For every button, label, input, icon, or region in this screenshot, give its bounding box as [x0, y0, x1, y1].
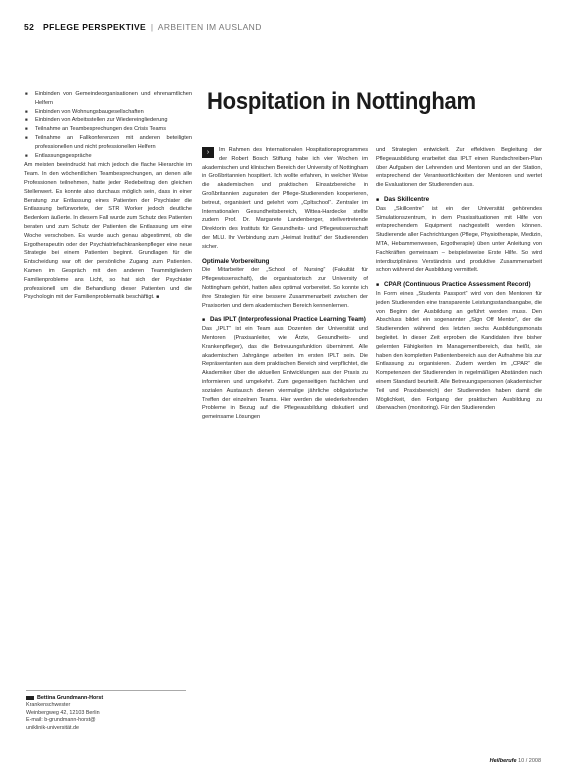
list-item: ■ Einbinden von Wohnungsbaugesellschaften	[24, 108, 192, 117]
body-paragraph	[24, 161, 192, 302]
list-item: ■ Einbinden von Arbeitsstellen zur Wiedereingliederung	[24, 116, 192, 125]
page-footer	[490, 758, 541, 764]
author-email: E-mail: b-grundmann-horst@	[26, 717, 96, 724]
author-address: Weinbergweg 42, 12103 Berlin	[26, 709, 100, 716]
section-heading: ■ Das Skillcentre	[376, 196, 542, 205]
body-paragraph: Das „IPLT“ ist ein Team aus Dozenten der Universität und Mentoren (Praxisanleiter, wie Ärzte, Gesundheits- und Krankenpfleger), das die Betreuungsfunktion übernimmt. Alle akademischen Jahrgänge arbeiten im ersten IPLT sein. Die Repräsentanten aus dem praktischen Bereich sind verpflichtet, die Akademiker über die aktuellen Entwicklungen aus der Praxis zu informieren und umgekehrt. Zum gegenseitigen fachlichen und sozialen Austausch dienen viermalige jährliche obligatorische Treffen der einzelnen Teams. Hier werden die wiederkehrenden Probleme in Bezug auf die Pflegeausbildung diskutiert und gemeinsame Lösungen	[202, 326, 368, 421]
body-paragraph: Das „Skillcentre“ ist ein der Universität gehörendes Simulationszentrum, in dem Praxissituationen mit Hilfe von entsprechendem Equipment nachgestellt werden können. Studierende aller Fachrichtungen (Pflege, Physiotherapie, Medizin, MTA, Hebammenwesen, Ergotherapie) üben unter Anleitung von Fachkräften gemeinsam – beispielsweise Erste Hilfe. So wird interdisziplinäres Verständnis und produktive Zusammenarbeit schon während der Ausbildung vermittelt.	[376, 205, 542, 274]
section-heading: ■ CPAR (Continuous Practice Assessment Record)	[376, 281, 542, 290]
end-mark-icon: ■	[156, 294, 160, 301]
issue-number: 10 / 2008	[518, 758, 541, 764]
section-heading: Optimale Vorbereitung	[202, 257, 270, 265]
arrow-right-icon: ›	[202, 147, 214, 158]
author-name: Bettina Grundmann-Horst	[26, 695, 186, 702]
column-right	[376, 146, 542, 413]
divider	[26, 690, 186, 691]
body-paragraph: und Strategien entwickelt. Zur effektiven Begleitung der Pflegeausbildung erarbeitet das IPLT einen Rundschreiben-Plan über Aufgaben der Lehrenden und Mentoren und an der Station, entsprechend der Verantwortlichkeiten der Mentoren und wertet die Evaluationen der Studierenden aus.	[376, 147, 542, 189]
magazine-name: Heilberufe	[489, 758, 517, 764]
body-paragraph: Die Mitarbeiter der „School of Nursing“ (Fakultät für Pflegewissenschaft), die organisatorisch zur University of Nottingham gehört, hatten alles optimal vorbereitet. So konnte ich ihre Strategien für eine bessere Zusammenarbeit zwischen der Praxisorten und dem akademischen Bereich kennenlernen.	[202, 267, 368, 309]
intro-paragraph	[202, 146, 368, 252]
header-separator: |	[150, 22, 154, 32]
paragraph-text: Am meisten beeindruckt hat mich jedoch die flache Hierarchie im Team. In den wöchentlichen Teambesprechungen, an denen alle Professionen teilnehmen, hatte jeder Redebeitrag den gleichen Stellenwert. Es konnte also durchaus möglich sein, dass in einer Beratung zur Entlassung eines Patienten der Psychiater die Entlassung befürwortete, der STR Worker jedoch deutliche Bedenken äußerte. In diesem Fall wurde zum Schutz des Patienten beraten und zum Schutz der Patienten die Entlassung um eine Woche verschoben. Es wurde auch genau abgestimmt, ob die Ergotherapeutin oder der Psychiatriefachkrankenpfleger eine neue Strategie bei einem Patienten beginnt. Grundlagen für die Entscheidung war oft der persönliche Zugang zum Patienten. Kamen im Gespräch mit den anderen Teammitgliedern Familienprobleme ans Licht, so hat sich der Psychiater professionell um die Behandlung dieser Patienten und die Psychologin mit der Familienproblematik beschäftigt.	[24, 162, 192, 301]
section-heading: ■ Das IPLT (Interprofessional Practice Learning Team)	[202, 316, 368, 325]
column-middle	[202, 146, 368, 422]
page-header	[24, 22, 262, 32]
column-left	[24, 90, 192, 302]
author-role: Krankenschwester	[26, 702, 71, 709]
article-title: Hospitation in Nottingham	[207, 88, 476, 115]
intro-text: Im Rahmen des Internationalen Hospitationsprogrammes der Robert Bosch Stiftung habe ich vier Wochen im akademischen und klinischen Bereich der University of Nottingham in Großbritannien hospitiert. Ich wollte erfahren, in welcher Weise die akademischen und praktischen Einsatzbereiche in Großbritannien zugunsten der Pflege-Studierenden kooperieren, betreut, organisiert und gelehrt vom „Cpltschool“. Zentraler im Internationalen Gesundheitsbereich, Wittea-Hardecke stellte zudem Prof. Dr. Margarete Landenberger, stellvertretende Direktorin des Instituts für Gesundheits- und Pflegewissenschaft der MLU. Ihr Verbindung zum „Heimat Institut“ der Studierenden sicher.	[202, 147, 368, 250]
author-box	[26, 690, 186, 732]
author-email-domain: uniklinik-universität.de	[26, 724, 80, 731]
list-item: ■ Teilnahme an Teambesprechungen des Crisis Teams	[24, 125, 192, 134]
list-item: ■ Einbinden von Gemeindeorganisationen und ehrenamtlichen Helfern	[24, 90, 192, 108]
subsection-title: ARBEITEN IM AUSLAND	[157, 22, 262, 32]
body-paragraph: In Form eines „Students Passport“ wird von den Mentoren für jeden Studierenden eine transparente Leistungsstandsangabe, die von Beginn der Ausbildung an geführt werden muss. Den Abschluss bildet ein sogenannter „Sign Off Mentor“, der die Studierenden während des letzten sechs Ausbildungsmonats begleitet. In dieser Zeit erproben die Kandidaten ihre bisher gelernten Fähigkeiten im Managementbereich, das heißt, sie haben den kompletten Patientenbereich aus der Aufnahme bis zur Entlassung zu organisieren. Zudem werden im „CPAR“ die Kompetenzen der Studierenden in regelmäßigen Abständen nach einem Standard beurteilt. Alle Betreuungspersonen (akademischer Teil und Praxisbereich) der Studierenden haben damit die Möglichkeit, den Fortgang der praktischen Ausbildung zu überwachen (monitoring). Für den Studierenden	[376, 290, 542, 412]
bullet-list	[24, 90, 192, 160]
section-title: PFLEGE PERSPEKTIVE	[43, 22, 147, 32]
list-item: ■ Teilnahme an Fallkonferenzen mit anderen beteiligten professionellen und nicht professionellen Helfern	[24, 134, 192, 152]
page-number: 52	[24, 22, 35, 32]
list-item: ■ Entlassungsgespräche	[24, 152, 192, 161]
